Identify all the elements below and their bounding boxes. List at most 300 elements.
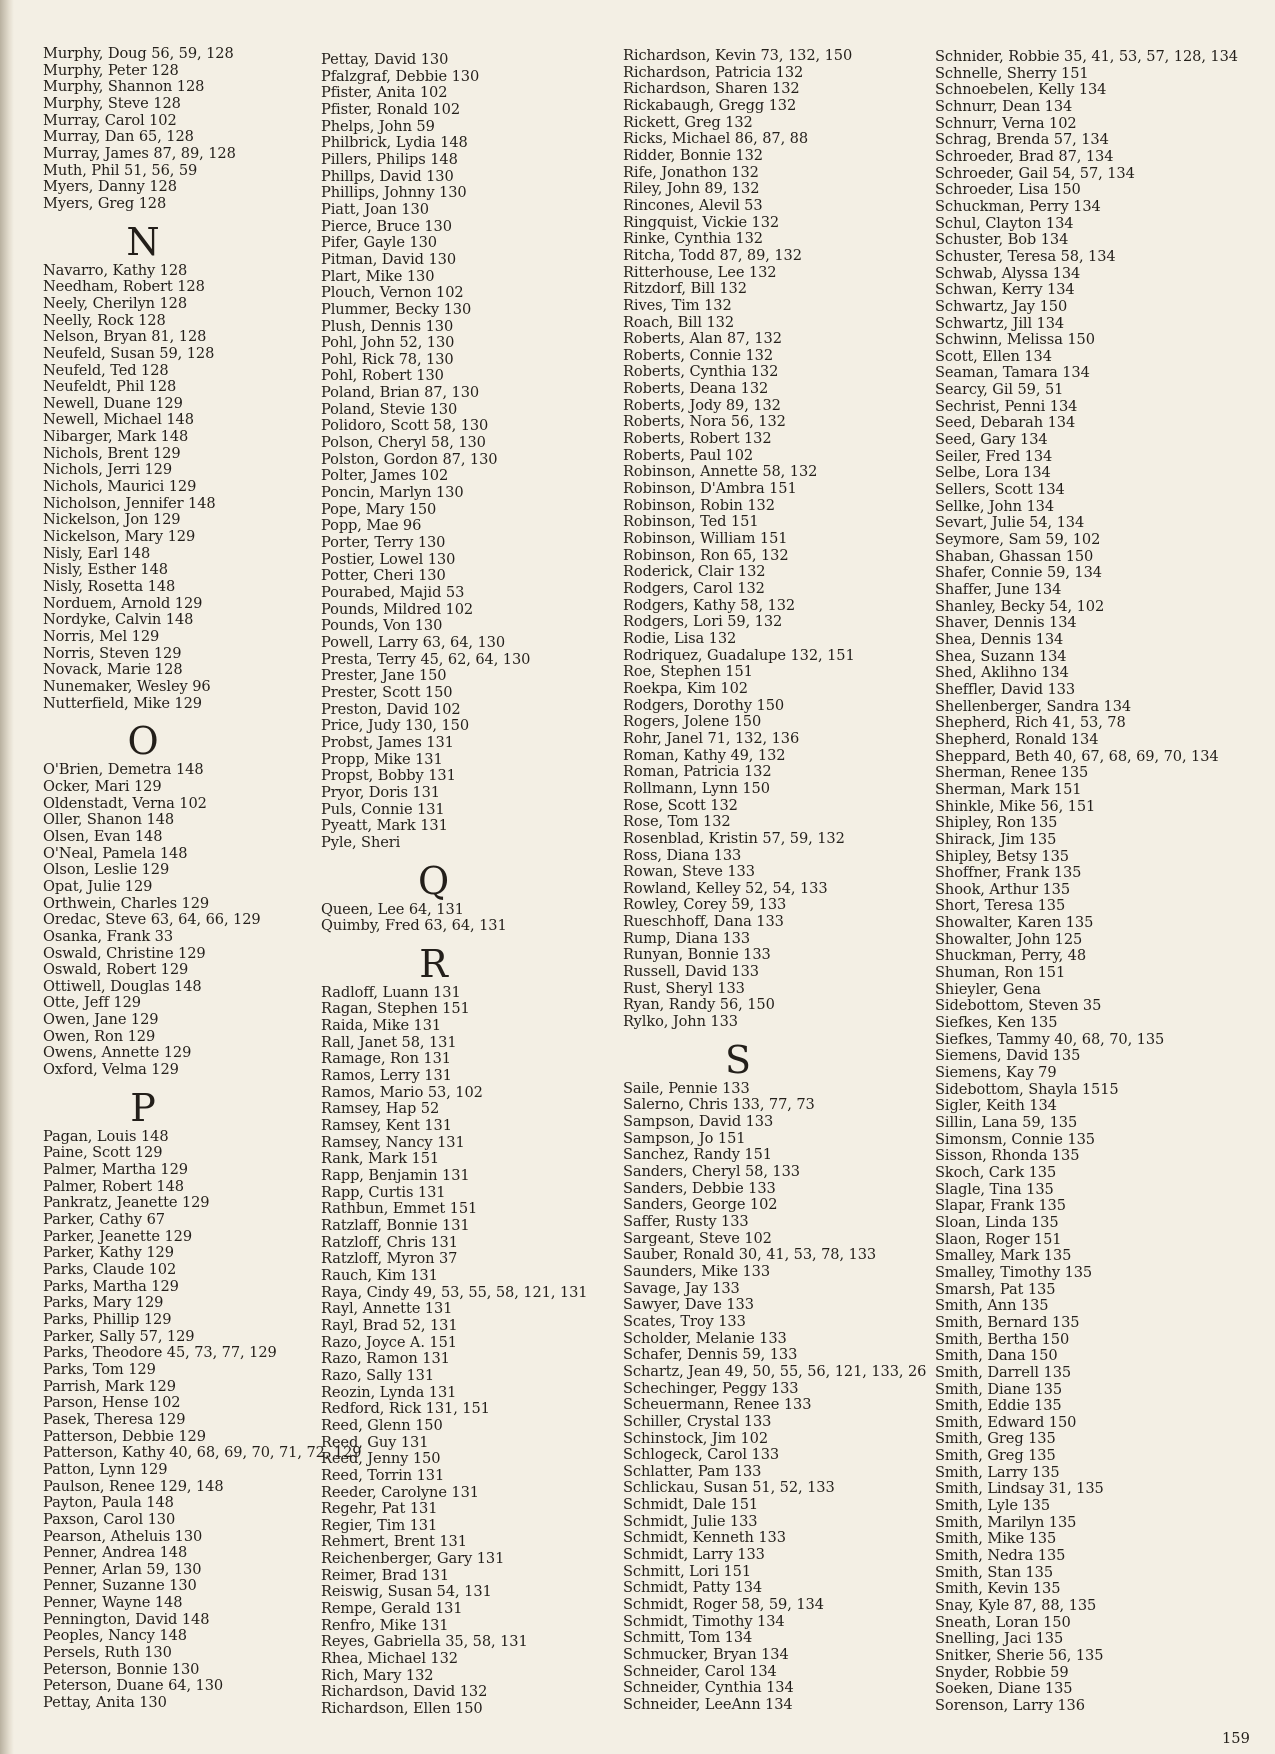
index-entry: Ringquist, Vickie 132: [623, 213, 780, 231]
index-entry: Rust, Sheryl 133: [623, 979, 745, 997]
index-entry: Shaban, Ghassan 150: [935, 547, 1094, 565]
index-entry: Postier, Lowel 130: [321, 550, 456, 568]
index-entry: Polston, Gordon 87, 130: [321, 450, 498, 468]
index-entry: Regehr, Pat 131: [321, 1500, 438, 1518]
index-entry: Snitker, Sherie 56, 135: [935, 1647, 1104, 1664]
index-entry: Seaman, Tamara 134: [935, 364, 1090, 382]
index-entry: Owen, Ron 129: [43, 1027, 156, 1045]
index-entry: Ratzloff, Myron 37: [321, 1250, 458, 1268]
index-entry: Sigler, Keith 134: [935, 1097, 1057, 1115]
index-entry: Rives, Tim 132: [623, 296, 732, 314]
index-entry: Robinson, D'Ambra 151: [623, 480, 797, 498]
index-entry: Shepherd, Rich 41, 53, 78: [935, 714, 1126, 732]
index-entry: Rodgers, Lori 59, 132: [623, 613, 783, 631]
index-entry: Schmidt, Larry 133: [623, 1546, 765, 1564]
index-entry: Smarsh, Pat 135: [935, 1280, 1056, 1298]
index-entry: Sheffler, David 133: [935, 680, 1076, 698]
index-entry: Roman, Kathy 49, 132: [623, 746, 786, 764]
index-entry: Rodgers, Carol 132: [623, 580, 765, 597]
section-letter-heading: P: [130, 1085, 156, 1130]
index-entry: Saunders, Mike 133: [623, 1262, 771, 1280]
index-entry: Paine, Scott 129: [43, 1144, 163, 1162]
index-entry: Schnider, Robbie 35, 41, 53, 57, 128, 134: [935, 48, 1238, 65]
index-entry: Pagan, Louis 148: [43, 1127, 169, 1145]
index-entry: Sisson, Rhonda 135: [935, 1147, 1080, 1165]
index-entry: Reed, Torrin 131: [321, 1466, 445, 1484]
index-entry: Ricks, Michael 86, 87, 88: [623, 130, 809, 148]
index-entry: Peterson, Bonnie 130: [43, 1660, 200, 1678]
index-entry: Powell, Larry 63, 64, 130: [321, 633, 506, 651]
index-entry: Razo, Sally 131: [321, 1366, 435, 1384]
index-entry: Sargeant, Steve 102: [623, 1229, 772, 1247]
index-entry: Raya, Cindy 49, 53, 55, 58, 121, 131: [321, 1283, 588, 1301]
index-entry: Schuster, Teresa 58, 134: [935, 247, 1116, 265]
index-entry: Schwan, Kerry 134: [935, 281, 1075, 299]
index-entry: Razo, Ramon 131: [321, 1350, 450, 1368]
index-entry: Osanka, Frank 33: [43, 927, 174, 945]
index-entry: Neufeld, Ted 128: [43, 361, 169, 379]
index-entry: Propp, Mike 131: [321, 750, 443, 768]
index-entry: Murphy, Steve 128: [43, 94, 181, 112]
index-entry: Ritzdorf, Bill 132: [623, 280, 747, 298]
index-entry: Parker, Sally 57, 129: [43, 1327, 195, 1345]
index-entry: Sellke, John 134: [935, 497, 1055, 515]
index-entry: Smith, Mike 135: [935, 1530, 1057, 1548]
index-column-4: [935, 48, 1238, 1715]
index-entry: Newell, Duane 129: [43, 394, 183, 412]
index-entry: Reyes, Gabriella 35, 58, 131: [321, 1633, 528, 1651]
index-entry: Rowley, Corey 59, 133: [623, 896, 787, 914]
index-entry: Ritterhouse, Lee 132: [623, 263, 777, 281]
index-entry: Snyder, Robbie 59: [935, 1663, 1069, 1681]
index-entry: Shepherd, Ronald 134: [935, 730, 1099, 748]
index-entry: Snay, Kyle 87, 88, 135: [935, 1597, 1097, 1615]
index-entry: Parks, Phillip 129: [43, 1310, 172, 1328]
index-entry: Rall, Janet 58, 131: [321, 1033, 457, 1051]
index-entry: Schlickau, Susan 51, 52, 133: [623, 1479, 835, 1497]
index-entry: Redford, Rick 131, 151: [321, 1400, 490, 1418]
index-entry: Prester, Scott 150: [321, 683, 453, 701]
index-entry: Reiswig, Susan 54, 131: [321, 1583, 492, 1601]
index-entry: Probst, James 131: [321, 733, 454, 751]
index-entry: Rhea, Michael 132: [321, 1650, 458, 1668]
index-entry: Ryan, Randy 56, 150: [623, 996, 775, 1014]
index-entry: Raida, Mike 131: [321, 1017, 442, 1035]
index-entry: Neely, Cherilyn 128: [43, 294, 188, 312]
index-entry: Seymore, Sam 59, 102: [935, 531, 1101, 549]
index-entry: Sawyer, Dave 133: [623, 1296, 754, 1314]
index-entry: Ramsey, Kent 131: [321, 1117, 452, 1135]
index-entry: Renfro, Mike 131: [321, 1616, 449, 1634]
index-entry: Skoch, Cark 135: [935, 1163, 1057, 1181]
index-entry: Nickelson, Mary 129: [43, 528, 196, 546]
index-entry: Palmer, Martha 129: [43, 1161, 188, 1179]
index-entry: Sevart, Julie 54, 134: [935, 514, 1085, 532]
index-entry: Sanchez, Randy 151: [623, 1146, 772, 1164]
index-entry: Reimer, Brad 131: [321, 1566, 450, 1584]
index-entry: Pohl, Robert 130: [321, 367, 444, 385]
index-entry: Olson, Leslie 129: [43, 861, 170, 879]
index-entry: Rich, Mary 132: [321, 1666, 434, 1684]
index-entry: Propst, Bobby 131: [321, 767, 456, 785]
index-entry: Peterson, Duane 64, 130: [43, 1677, 224, 1695]
index-entry: Poncin, Marlyn 130: [321, 484, 464, 502]
index-entry: Sneath, Loran 150: [935, 1613, 1071, 1631]
index-entry: Smith, Eddie 135: [935, 1397, 1062, 1415]
index-entry: Shoffner, Frank 135: [935, 864, 1082, 882]
index-entry: Needham, Robert 128: [43, 278, 205, 296]
index-entry: Roman, Patricia 132: [623, 763, 772, 781]
index-entry: Ratzloff, Chris 131: [321, 1233, 458, 1251]
index-entry: Pounds, Mildred 102: [321, 600, 474, 618]
index-entry: Smith, Greg 135: [935, 1447, 1056, 1465]
index-entry: Roberts, Deana 132: [623, 380, 769, 398]
index-entry: Schlatter, Pam 133: [623, 1462, 762, 1480]
index-entry: Sheppard, Beth 40, 67, 68, 69, 70, 134: [935, 747, 1219, 765]
index-entry: Parks, Mary 129: [43, 1294, 164, 1312]
index-entry: Sidebottom, Shayla 1515: [935, 1080, 1119, 1098]
index-entry: Pankratz, Jeanette 129: [43, 1194, 210, 1212]
index-entry: Seiler, Fred 134: [935, 447, 1053, 465]
index-entry: Polidoro, Scott 58, 130: [321, 417, 489, 435]
index-entry: Rank, Mark 151: [321, 1150, 440, 1168]
index-entry: Rayl, Brad 52, 131: [321, 1316, 458, 1334]
index-entry: Short, Teresa 135: [935, 897, 1066, 915]
index-entry: Pohl, John 52, 130: [321, 334, 455, 352]
index-entry: Neelly, Rock 128: [43, 311, 166, 329]
index-entry: Norduem, Arnold 129: [43, 594, 203, 612]
index-entry: Oredac, Steve 63, 64, 66, 129: [43, 911, 261, 929]
index-entry: Parks, Theodore 45, 73, 77, 129: [43, 1344, 277, 1362]
index-entry: Shipley, Ron 135: [935, 814, 1058, 832]
index-entry: Sauber, Ronald 30, 41, 53, 78, 133: [623, 1246, 877, 1264]
index-entry: Schmidt, Roger 58, 59, 134: [623, 1596, 824, 1614]
index-entry: Roberts, Connie 132: [623, 346, 774, 364]
index-entry: Riley, John 89, 132: [623, 180, 760, 198]
index-entry: Shuckman, Perry, 48: [935, 947, 1087, 965]
index-entry: Newell, Michael 148: [43, 411, 194, 429]
index-entry: Shipley, Betsy 135: [935, 847, 1069, 865]
index-entry: Paxson, Carol 130: [43, 1510, 176, 1528]
index-entry: Pettay, Anita 130: [43, 1694, 167, 1712]
index-entry: Presta, Terry 45, 62, 64, 130: [321, 650, 531, 668]
index-entry: Polter, James 102: [321, 467, 449, 485]
index-entry: Nutterfield, Mike 129: [43, 694, 202, 712]
index-entry: Nichols, Brent 129: [43, 444, 181, 462]
index-entry: Olsen, Evan 148: [43, 827, 163, 845]
index-entry: Pennington, David 148: [43, 1610, 210, 1628]
index-entry: Myers, Danny 128: [43, 178, 177, 196]
index-entry: Snelling, Jaci 135: [935, 1630, 1064, 1648]
index-entry: Richardson, Sharen 132: [623, 80, 800, 98]
index-entry: Ratzlaff, Bonnie 131: [321, 1217, 470, 1234]
index-entry: Sanders, Debbie 133: [623, 1179, 776, 1197]
index-entry: Rueschhoff, Dana 133: [623, 913, 784, 931]
index-entry: Schinstock, Jim 102: [623, 1429, 769, 1447]
index-entry: Robinson, William 151: [623, 530, 788, 548]
index-entry: Robinson, Ron 65, 132: [623, 546, 789, 564]
index-entry: Pyle, Sheri: [321, 833, 401, 851]
index-entry: Roberts, Cynthia 132: [623, 363, 779, 381]
index-entry: Penner, Suzanne 130: [43, 1577, 197, 1595]
index-entry: Roberts, Robert 132: [623, 430, 772, 448]
index-entry: Smith, Dana 150: [935, 1347, 1058, 1365]
index-entry: Murray, James 87, 89, 128: [43, 144, 236, 162]
index-entry: Rapp, Curtis 131: [321, 1183, 446, 1201]
index-entry: Pitman, David 130: [321, 250, 457, 268]
index-entry: Schmidt, Julie 133: [623, 1512, 758, 1530]
index-entry: Rollmann, Lynn 150: [623, 779, 770, 797]
index-entry: Porter, Terry 130: [321, 534, 446, 552]
index-entry: Smith, Darrell 135: [935, 1363, 1072, 1381]
index-entry: Rosenblad, Kristin 57, 59, 132: [623, 829, 845, 847]
index-entry: Nunemaker, Wesley 96: [43, 677, 211, 695]
index-entry: Shinkle, Mike 56, 151: [935, 797, 1096, 815]
index-entry: Slagle, Tina 135: [935, 1180, 1054, 1198]
index-entry: Schwinn, Melissa 150: [935, 331, 1095, 349]
index-entry: Schwartz, Jay 150: [935, 297, 1068, 315]
index-entry: Robinson, Ted 151: [623, 513, 759, 531]
index-entry: Schlogeck, Carol 133: [623, 1446, 780, 1464]
index-entry: Penner, Andrea 148: [43, 1544, 188, 1562]
index-entry: Muth, Phil 51, 56, 59: [43, 161, 198, 179]
index-entry: Schmidt, Kenneth 133: [623, 1529, 786, 1547]
index-entry: Shaver, Dennis 134: [935, 614, 1077, 632]
index-entry: Sherman, Mark 151: [935, 780, 1082, 798]
index-entry: Quimby, Fred 63, 64, 131: [321, 917, 507, 935]
index-entry: Sillin, Lana 59, 135: [935, 1114, 1078, 1131]
index-entry: Murray, Dan 65, 128: [43, 128, 194, 146]
index-entry: Rose, Tom 132: [623, 813, 731, 831]
index-entry: Polson, Cheryl 58, 130: [321, 434, 486, 452]
index-entry: Parks, Claude 102: [43, 1261, 177, 1278]
index-entry: Roekpa, Kim 102: [623, 679, 748, 697]
index-entry: Preston, David 102: [321, 700, 461, 718]
index-entry: Richardson, Kevin 73, 132, 150: [623, 47, 853, 64]
index-entry: O'Neal, Pamela 148: [43, 844, 188, 862]
index-entry: Schmidt, Timothy 134: [623, 1612, 785, 1630]
index-entry: Schwab, Alyssa 134: [935, 264, 1081, 282]
index-entry: Rapp, Benjamin 131: [321, 1167, 470, 1185]
index-entry: Schroeder, Brad 87, 134: [935, 147, 1114, 165]
index-entry: Selbe, Lora 134: [935, 464, 1051, 482]
index-entry: Ramos, Mario 53, 102: [321, 1083, 483, 1101]
index-entry: Myers, Greg 128: [43, 194, 167, 212]
index-entry: Savage, Jay 133: [623, 1279, 740, 1297]
index-entry: Rayl, Annette 131: [321, 1300, 453, 1318]
index-entry: Sellers, Scott 134: [935, 481, 1065, 499]
index-entry: Shafer, Connie 59, 134: [935, 564, 1102, 582]
index-entry: Norris, Steven 129: [43, 644, 182, 662]
index-entry: Patterson, Kathy 40, 68, 69, 70, 71, 72, 129: [43, 1444, 362, 1462]
index-entry: Patterson, Debbie 129: [43, 1427, 206, 1445]
index-entry: Roe, Stephen 151: [623, 663, 753, 681]
index-entry: Scates, Troy 133: [623, 1312, 746, 1330]
index-entry: Owens, Annette 129: [43, 1044, 192, 1062]
index-entry: Scheuermann, Renee 133: [623, 1396, 812, 1414]
index-entry: Schnurr, Verna 102: [935, 114, 1077, 132]
index-entry: Ramsey, Hap 52: [321, 1100, 440, 1118]
index-entry: Ross, Diana 133: [623, 846, 742, 864]
index-entry: Shirack, Jim 135: [935, 830, 1057, 848]
index-entry: Schneider, Cynthia 134: [623, 1679, 794, 1697]
index-entry: Rose, Scott 132: [623, 796, 738, 814]
section-letter-heading: S: [725, 1037, 751, 1082]
index-entry: Pfister, Anita 102: [321, 84, 448, 102]
index-entry: Ridder, Bonnie 132: [623, 146, 763, 164]
index-entry: Nisly, Earl 148: [43, 544, 151, 562]
index-column-3: [623, 47, 927, 1714]
index-entry: Nibarger, Mark 148: [43, 428, 189, 446]
index-entry: Murphy, Doug 56, 59, 128: [43, 45, 234, 62]
index-entry: Novack, Marie 128: [43, 661, 183, 679]
index-entry: Seed, Debarah 134: [935, 414, 1076, 432]
index-entry: Rowland, Kelley 52, 54, 133: [623, 879, 828, 897]
index-entry: Schuster, Bob 134: [935, 231, 1069, 249]
index-entry: Roberts, Nora 56, 132: [623, 413, 786, 431]
index-entry: Robinson, Robin 132: [623, 496, 775, 514]
index-entry: Reozin, Lynda 131: [321, 1383, 457, 1401]
index-entry: Sidebottom, Steven 35: [935, 997, 1102, 1015]
index-entry: Schartz, Jean 49, 50, 55, 56, 121, 133, 26: [623, 1362, 927, 1380]
index-entry: Shuman, Ron 151: [935, 964, 1066, 982]
index-entry: Plart, Mike 130: [321, 267, 435, 285]
index-entry: Roach, Bill 132: [623, 313, 735, 331]
index-entry: Razo, Joyce A. 151: [321, 1333, 457, 1351]
index-entry: Oxford, Velma 129: [43, 1061, 179, 1079]
index-entry: Pierce, Bruce 130: [321, 217, 452, 235]
index-entry: Shaffer, June 134: [935, 581, 1062, 598]
index-entry: Pfalzgraf, Debbie 130: [321, 67, 480, 85]
index-entry: Richardson, Patricia 132: [623, 63, 804, 81]
section-letter-heading: O: [127, 719, 159, 764]
index-entry: Rowan, Steve 133: [623, 863, 755, 881]
index-entry: Orthwein, Charles 129: [43, 894, 210, 912]
index-entry: Penner, Wayne 148: [43, 1594, 183, 1612]
index-entry: Oswald, Robert 129: [43, 961, 189, 979]
index-entry: Rohr, Janel 71, 132, 136: [623, 729, 800, 747]
section-letter-heading: Q: [417, 858, 450, 903]
index-entry: Smith, Nedra 135: [935, 1547, 1066, 1565]
index-entry: Rehmert, Brent 131: [321, 1533, 467, 1551]
index-entry: Smith, Lyle 135: [935, 1497, 1051, 1515]
index-entry: Rickett, Greg 132: [623, 113, 753, 131]
index-entry: Saffer, Rusty 133: [623, 1212, 749, 1230]
index-entry: Reed, Glenn 150: [321, 1416, 443, 1434]
index-entry: Neufeldt, Phil 128: [43, 378, 177, 396]
index-entry: Schrag, Brenda 57, 134: [935, 131, 1109, 149]
index-entry: Sanders, George 102: [623, 1196, 778, 1214]
index-entry: Penner, Arlan 59, 130: [43, 1560, 202, 1578]
index-entry: Persels, Ruth 130: [43, 1644, 172, 1662]
index-entry: Reed, Guy 131: [321, 1433, 429, 1451]
index-entry: Richardson, Ellen 150: [321, 1700, 483, 1718]
index-entry: Nisly, Esther 148: [43, 561, 168, 579]
index-entry: Peoples, Nancy 148: [43, 1627, 187, 1645]
index-entry: Shanley, Becky 54, 102: [935, 597, 1105, 615]
index-entry: O'Brien, Demetra 148: [43, 761, 204, 779]
index-entry: Phillps, David 130: [321, 167, 454, 185]
index-entry: Nichols, Maurici 129: [43, 478, 197, 496]
index-entry: Siefkes, Ken 135: [935, 1014, 1058, 1032]
index-entry: Poland, Brian 87, 130: [321, 384, 480, 402]
index-entry: Rauch, Kim 131: [321, 1266, 438, 1284]
index-entry: Nisly, Rosetta 148: [43, 578, 176, 596]
index-entry: Pifer, Gayle 130: [321, 234, 437, 252]
index-entry: Payton, Paula 148: [43, 1494, 174, 1512]
index-entry: Sherman, Renee 135: [935, 764, 1089, 782]
index-entry: Sanders, Cheryl 58, 133: [623, 1163, 800, 1180]
index-entry: Oller, Shanon 148: [43, 811, 175, 829]
index-entry: Siemens, Kay 79: [935, 1064, 1057, 1082]
index-entry: Sampson, David 133: [623, 1113, 774, 1131]
index-entry: Schroeder, Gail 54, 57, 134: [935, 164, 1135, 182]
index-entry: Schroeder, Lisa 150: [935, 181, 1081, 199]
index-entry: Smalley, Timothy 135: [935, 1263, 1093, 1281]
index-entry: Nickelson, Jon 129: [43, 511, 181, 529]
index-entry: Pohl, Rick 78, 130: [321, 350, 454, 368]
index-entry: Reeder, Carolyne 131: [321, 1483, 479, 1501]
index-entry: Potter, Cheri 130: [321, 567, 446, 585]
index-entry: Opat, Julie 129: [43, 877, 153, 895]
index-entry: Rempe, Gerald 131: [321, 1600, 463, 1618]
index-entry: Ritcha, Todd 87, 89, 132: [623, 246, 802, 264]
index-entry: Philbrick, Lydia 148: [321, 134, 468, 152]
index-entry: Parker, Kathy 129: [43, 1244, 174, 1262]
index-entry: Navarro, Kathy 128: [43, 261, 188, 279]
index-entry: Plouch, Vernon 102: [321, 284, 464, 302]
index-entry: Shellenberger, Sandra 134: [935, 697, 1132, 715]
section-letter-heading: N: [126, 219, 160, 264]
index-entry: Otte, Jeff 129: [43, 994, 141, 1012]
index-entry: Ragan, Stephen 151: [321, 1000, 470, 1018]
index-entry: Phillips, Johnny 130: [321, 184, 467, 202]
index-entry: Rump, Diana 133: [623, 929, 751, 947]
index-entry: Rodriquez, Guadalupe 132, 151: [623, 646, 855, 664]
index-entry: Murphy, Peter 128: [43, 61, 179, 79]
index-entry: Roberts, Alan 87, 132: [623, 330, 782, 348]
page-spine-shadow: [0, 0, 14, 1754]
index-entry: Pillers, Philips 148: [321, 150, 458, 168]
index-entry: Pearson, Atheluis 130: [43, 1527, 203, 1545]
index-entry: Ramos, Lerry 131: [321, 1067, 452, 1085]
index-entry: Richardson, David 132: [321, 1683, 488, 1701]
index-entry: Radloff, Luann 131: [321, 983, 461, 1001]
index-entry: Reichenberger, Gary 131: [321, 1550, 505, 1568]
index-entry: Schmidt, Dale 151: [623, 1496, 759, 1514]
index-entry: Pryor, Doris 131: [321, 783, 440, 801]
index-entry: Norris, Mel 129: [43, 628, 160, 645]
index-entry: Ocker, Mari 129: [43, 777, 162, 795]
index-entry: Schneider, Carol 134: [623, 1662, 777, 1680]
index-entry: Seed, Gary 134: [935, 431, 1048, 449]
index-entry: Pettay, David 130: [321, 51, 449, 68]
index-entry: Pope, Mary 150: [321, 500, 437, 518]
index-entry: Neufeld, Susan 59, 128: [43, 344, 215, 362]
index-entry: Scott, Ellen 134: [935, 347, 1052, 365]
index-entry: Smith, Stan 135: [935, 1563, 1054, 1581]
index-entry: Popp, Mae 96: [321, 517, 422, 535]
index-entry: Schmidt, Patty 134: [623, 1579, 763, 1597]
index-entry: Runyan, Bonnie 133: [623, 946, 771, 964]
index-entry: Smith, Greg 135: [935, 1430, 1056, 1448]
index-entry: Schmitt, Lori 151: [623, 1562, 751, 1580]
index-entry: Rinke, Cynthia 132: [623, 230, 763, 248]
index-entry: Schul, Clayton 134: [935, 214, 1074, 232]
index-entry: Shea, Dennis 134: [935, 630, 1064, 648]
index-entry: Soeken, Diane 135: [935, 1680, 1073, 1698]
index-entry: Saile, Pennie 133: [623, 1079, 750, 1097]
